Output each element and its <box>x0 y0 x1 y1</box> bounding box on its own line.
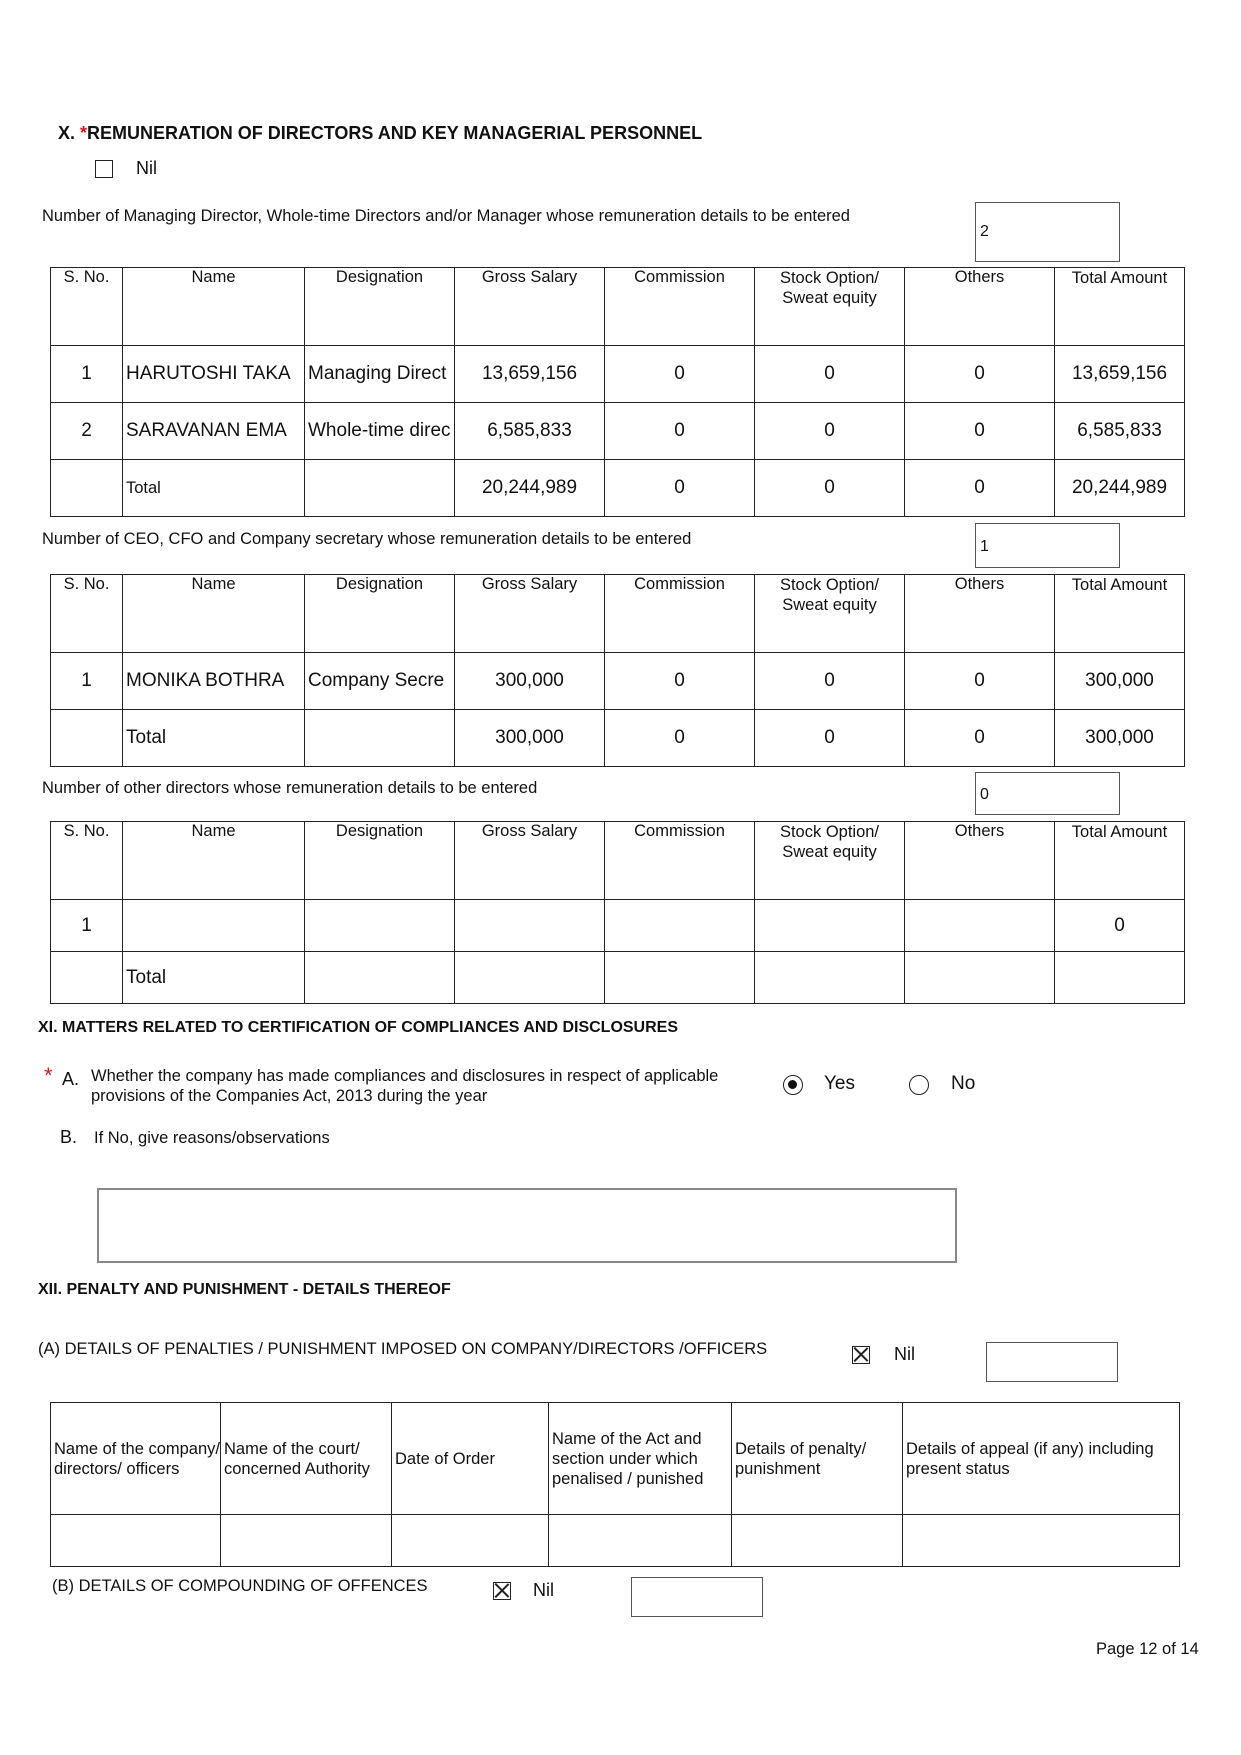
compounding-prompt: (B) DETAILS OF COMPOUNDING OF OFFENCES <box>52 1577 428 1595</box>
header-designation: Designation <box>305 268 455 346</box>
header-others: Others <box>905 268 1055 346</box>
yes-label: Yes <box>824 1073 855 1094</box>
table-header <box>51 822 1185 900</box>
total-stock-option <box>755 952 905 1004</box>
header-date-of-order: Date of Order <box>392 1403 549 1515</box>
header-penalty-details: Details of penalty/ punishment <box>732 1403 903 1515</box>
header-commission: Commission <box>605 268 755 346</box>
item-b-text: If No, give reasons/observations <box>94 1129 330 1147</box>
header-total-amount: Total Amount <box>1055 822 1185 900</box>
header-act-section: Name of the Act and section under which penalised / punished <box>549 1403 732 1515</box>
md-count-field[interactable]: 2 <box>975 202 1120 262</box>
cell-stock-option[interactable]: 0 <box>755 653 905 710</box>
table-row <box>51 1515 1180 1567</box>
header-stock-option: Stock Option/ Sweat equity <box>755 822 905 900</box>
cell-penalty-details[interactable] <box>732 1515 903 1567</box>
total-name: Total <box>123 710 305 767</box>
cell-others[interactable] <box>905 900 1055 952</box>
cell-commission[interactable] <box>605 900 755 952</box>
no-radio[interactable] <box>909 1075 929 1095</box>
item-a-text-line1: Whether the company has made compliances and disclosures in respect of applicable <box>91 1067 719 1085</box>
cell-others[interactable]: 0 <box>905 653 1055 710</box>
ceo-remuneration-table <box>50 574 1185 767</box>
cell-gross-salary[interactable] <box>455 900 605 952</box>
header-total-amount: Total Amount <box>1055 575 1185 653</box>
total-others: 0 <box>905 710 1055 767</box>
cell-others[interactable]: 0 <box>905 346 1055 403</box>
cell-sno[interactable]: 2 <box>51 403 123 460</box>
ceo-count-field[interactable]: 1 <box>975 523 1120 568</box>
cell-total-amount[interactable]: 6,585,833 <box>1055 403 1185 460</box>
total-stock-option: 0 <box>755 460 905 517</box>
penalties-prompt: (A) DETAILS OF PENALTIES / PUNISHMENT IMPOSED ON COMPANY/DIRECTORS /OFFICERS <box>38 1340 768 1358</box>
header-gross-salary: Gross Salary <box>455 575 605 653</box>
total-gross-salary: 300,000 <box>455 710 605 767</box>
header-total-amount: Total Amount <box>1055 268 1185 346</box>
header-stock-option: Stock Option/ Sweat equity <box>755 575 905 653</box>
compounding-count-field[interactable] <box>631 1577 763 1617</box>
total-sno <box>51 952 123 1004</box>
total-sno <box>51 460 123 517</box>
cell-total-amount[interactable]: 300,000 <box>1055 653 1185 710</box>
header-name: Name <box>123 822 305 900</box>
total-commission: 0 <box>605 460 755 517</box>
table-row <box>51 653 1185 710</box>
page-number: Page 12 of 14 <box>1096 1640 1199 1658</box>
md-count-prompt: Number of Managing Director, Whole-time Directors and/or Manager whose remuneration details to be entered <box>42 207 850 225</box>
no-label: No <box>951 1073 976 1094</box>
cell-designation[interactable]: Company Secre <box>305 653 455 710</box>
penalties-count-field[interactable] <box>986 1342 1118 1382</box>
header-designation: Designation <box>305 822 455 900</box>
header-sno: S. No. <box>51 268 123 346</box>
total-stock-option: 0 <box>755 710 905 767</box>
header-stock-option: Stock Option/ Sweat equity <box>755 268 905 346</box>
header-others: Others <box>905 575 1055 653</box>
cell-sno[interactable]: 1 <box>51 900 123 952</box>
header-commission: Commission <box>605 575 755 653</box>
total-total-amount: 20,244,989 <box>1055 460 1185 517</box>
header-sno: S. No. <box>51 575 123 653</box>
cell-gross-salary[interactable]: 300,000 <box>455 653 605 710</box>
header-company-directors: Name of the company/ directors/ officers <box>51 1403 221 1515</box>
cell-stock-option[interactable]: 0 <box>755 346 905 403</box>
item-b-label: B. <box>60 1127 78 1147</box>
table-row <box>51 403 1185 460</box>
header-name: Name <box>123 268 305 346</box>
cell-commission[interactable]: 0 <box>605 403 755 460</box>
cell-company-directors[interactable] <box>51 1515 221 1567</box>
section-xii-title: XII. PENALTY AND PUNISHMENT - DETAILS THEREOF <box>38 1281 451 1298</box>
other-count-prompt: Number of other directors whose remuneration details to be entered <box>42 779 538 797</box>
cell-name[interactable] <box>123 900 305 952</box>
total-others <box>905 952 1055 1004</box>
cell-gross-salary[interactable]: 13,659,156 <box>455 346 605 403</box>
nil-label: Nil <box>136 158 157 178</box>
compounding-nil-checkbox[interactable] <box>493 1582 511 1600</box>
section-xi-title: XI. MATTERS RELATED TO CERTIFICATION OF COMPLIANCES AND DISCLOSURES <box>38 1019 679 1036</box>
nil-checkbox[interactable] <box>95 160 113 178</box>
header-commission: Commission <box>605 822 755 900</box>
cell-name[interactable]: SARAVANAN EMA <box>123 403 305 460</box>
penalties-table <box>50 1402 1180 1567</box>
cell-gross-salary[interactable]: 6,585,833 <box>455 403 605 460</box>
yes-radio[interactable] <box>783 1075 803 1095</box>
cell-sno[interactable]: 1 <box>51 653 123 710</box>
cell-sno[interactable]: 1 <box>51 346 123 403</box>
total-row <box>51 460 1185 517</box>
cell-appeal-details[interactable] <box>903 1515 1180 1567</box>
header-court-authority: Name of the court/ concerned Authority <box>221 1403 392 1515</box>
total-total-amount <box>1055 952 1185 1004</box>
total-gross-salary <box>455 952 605 1004</box>
cell-others[interactable]: 0 <box>905 403 1055 460</box>
table-header <box>51 575 1185 653</box>
header-appeal-details: Details of appeal (if any) including present status <box>903 1403 1180 1515</box>
total-total-amount: 300,000 <box>1055 710 1185 767</box>
cell-commission[interactable]: 0 <box>605 346 755 403</box>
total-row <box>51 710 1185 767</box>
cell-act-section[interactable] <box>549 1515 732 1567</box>
other-directors-table <box>50 821 1185 1004</box>
penalties-nil-checkbox[interactable] <box>852 1346 870 1364</box>
penalties-nil-label: Nil <box>894 1344 915 1364</box>
cell-commission[interactable]: 0 <box>605 653 755 710</box>
header-gross-salary: Gross Salary <box>455 822 605 900</box>
total-row <box>51 952 1185 1004</box>
cell-stock-option[interactable]: 0 <box>755 403 905 460</box>
ceo-count-prompt: Number of CEO, CFO and Company secretary whose remuneration details to be entered <box>42 530 692 548</box>
cell-total-amount[interactable]: 13,659,156 <box>1055 346 1185 403</box>
total-designation <box>305 710 455 767</box>
total-others: 0 <box>905 460 1055 517</box>
cell-court-authority[interactable] <box>221 1515 392 1567</box>
cell-stock-option[interactable] <box>755 900 905 952</box>
item-a-label: A. <box>62 1069 80 1089</box>
total-sno <box>51 710 123 767</box>
cell-name[interactable]: MONIKA BOTHRA <box>123 653 305 710</box>
cell-total-amount[interactable]: 0 <box>1055 900 1185 952</box>
table-row <box>51 346 1185 403</box>
table-row <box>51 900 1185 952</box>
total-gross-salary: 20,244,989 <box>455 460 605 517</box>
cell-designation[interactable]: Whole-time direc <box>305 403 455 460</box>
table-header <box>51 268 1185 346</box>
cell-designation[interactable] <box>305 900 455 952</box>
cell-designation[interactable]: Managing Direct <box>305 346 455 403</box>
reasons-textarea[interactable] <box>97 1188 957 1263</box>
cell-date-of-order[interactable] <box>392 1515 549 1567</box>
compounding-nil-label: Nil <box>533 1580 554 1600</box>
item-a-text-line2: provisions of the Companies Act, 2013 during the year <box>91 1087 488 1105</box>
header-name: Name <box>123 575 305 653</box>
total-name: Total <box>123 952 305 1004</box>
total-commission <box>605 952 755 1004</box>
total-designation <box>305 952 455 1004</box>
md-remuneration-table <box>50 267 1185 517</box>
other-count-field[interactable]: 0 <box>975 772 1120 815</box>
header-sno: S. No. <box>51 822 123 900</box>
total-designation <box>305 460 455 517</box>
header-designation: Designation <box>305 575 455 653</box>
section-x-title: X. *REMUNERATION OF DIRECTORS AND KEY MANAGERIAL PERSONNEL <box>58 123 703 143</box>
penalty-header <box>51 1403 1180 1515</box>
header-gross-salary: Gross Salary <box>455 268 605 346</box>
required-asterisk: * <box>44 1063 53 1088</box>
cell-name[interactable]: HARUTOSHI TAKA <box>123 346 305 403</box>
total-commission: 0 <box>605 710 755 767</box>
header-others: Others <box>905 822 1055 900</box>
total-name: Total <box>123 460 305 517</box>
